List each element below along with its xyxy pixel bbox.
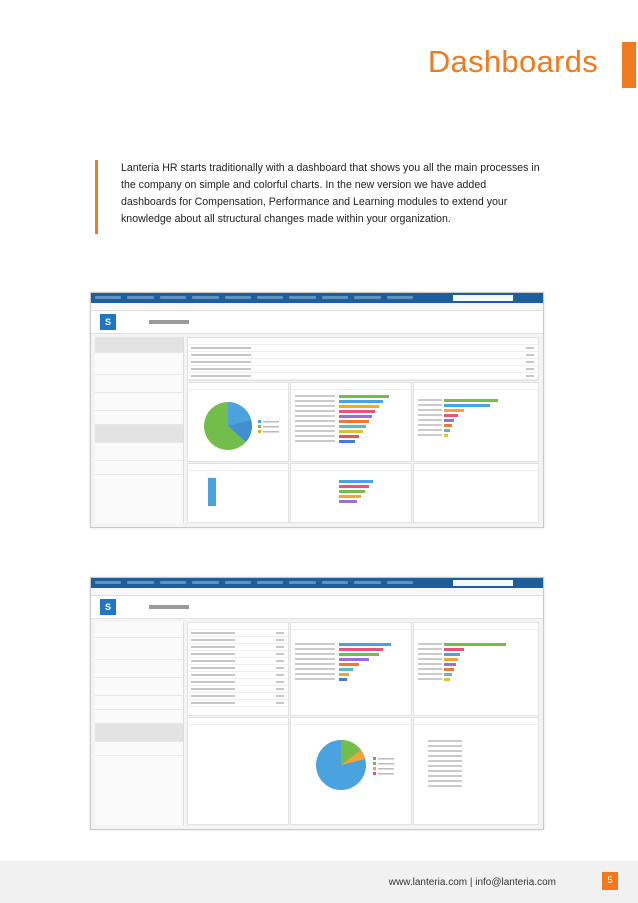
sharepoint-logo-icon: S — [100, 314, 116, 330]
learning-statistic-panel — [187, 622, 289, 716]
dashboard-content — [187, 622, 539, 825]
dashboard-content — [187, 337, 539, 523]
dashboard-sidebar — [95, 337, 184, 523]
sidebar-item — [95, 710, 183, 724]
requests-in-waiting-list-panel — [187, 717, 289, 825]
course-ranking-development-panel — [290, 622, 412, 716]
page-title: Dashboards — [427, 44, 598, 79]
performance-scores-distribution-panel — [187, 463, 289, 523]
learner-ranking-panel — [413, 622, 539, 716]
search-input — [453, 580, 513, 586]
course-ranking-feedback-panel — [413, 717, 539, 825]
sharepoint-logo-icon: S — [100, 599, 116, 615]
dashboard-header — [91, 596, 543, 619]
footer-contact: www.lanteria.com | info@lanteria.com — [388, 877, 556, 888]
dashboard-screenshot-overview — [90, 292, 544, 528]
goal-statistic-panel — [187, 337, 539, 381]
reviews-by-step-panel — [413, 463, 539, 523]
activities-pie-chart — [291, 725, 411, 805]
intro-accent-line — [95, 160, 98, 234]
sidebar-item — [95, 678, 183, 696]
competencies-panel — [290, 382, 412, 462]
goals-by-status-panel — [187, 382, 289, 462]
development-activities-by-status-panel — [290, 717, 412, 825]
sidebar-item — [95, 337, 183, 353]
sidebar-item — [95, 622, 183, 638]
sidebar-item — [95, 375, 183, 393]
dashboard-label-graphic — [149, 605, 189, 609]
search-input — [453, 295, 513, 301]
top-performers-panel — [413, 382, 539, 462]
intro-paragraph: Lanteria HR starts traditionally with a dashboard that shows you all the main processes in the company on simple and colorful charts. In the new version we have added dashboards for Compensation, Performance and Learning modules to extend your knowledge about all structural changes made within your organization. — [121, 162, 540, 225]
sidebar-item — [95, 411, 183, 425]
dashboard-screenshot-learning — [90, 577, 544, 830]
goals-pie-chart — [188, 390, 288, 460]
sidebar-item — [95, 353, 183, 375]
scores-by-org-unit-panel — [290, 463, 412, 523]
sub-bar — [91, 588, 543, 596]
sidebar-item — [95, 461, 183, 475]
sidebar-item — [95, 660, 183, 678]
sidebar-item — [95, 425, 183, 443]
sidebar-item — [95, 393, 183, 411]
app-nav-bar — [91, 578, 543, 588]
sub-bar — [91, 303, 543, 311]
sidebar-item — [95, 724, 183, 742]
sidebar-item — [95, 443, 183, 461]
sidebar-item — [95, 696, 183, 710]
app-nav-bar — [91, 293, 543, 303]
page-number: 5 — [602, 872, 618, 890]
sidebar-item — [95, 638, 183, 660]
dashboard-header — [91, 311, 543, 334]
sidebar-item — [95, 742, 183, 756]
title-accent-bar — [622, 42, 636, 88]
dashboard-sidebar — [95, 622, 184, 825]
dashboard-label-graphic — [149, 320, 189, 324]
